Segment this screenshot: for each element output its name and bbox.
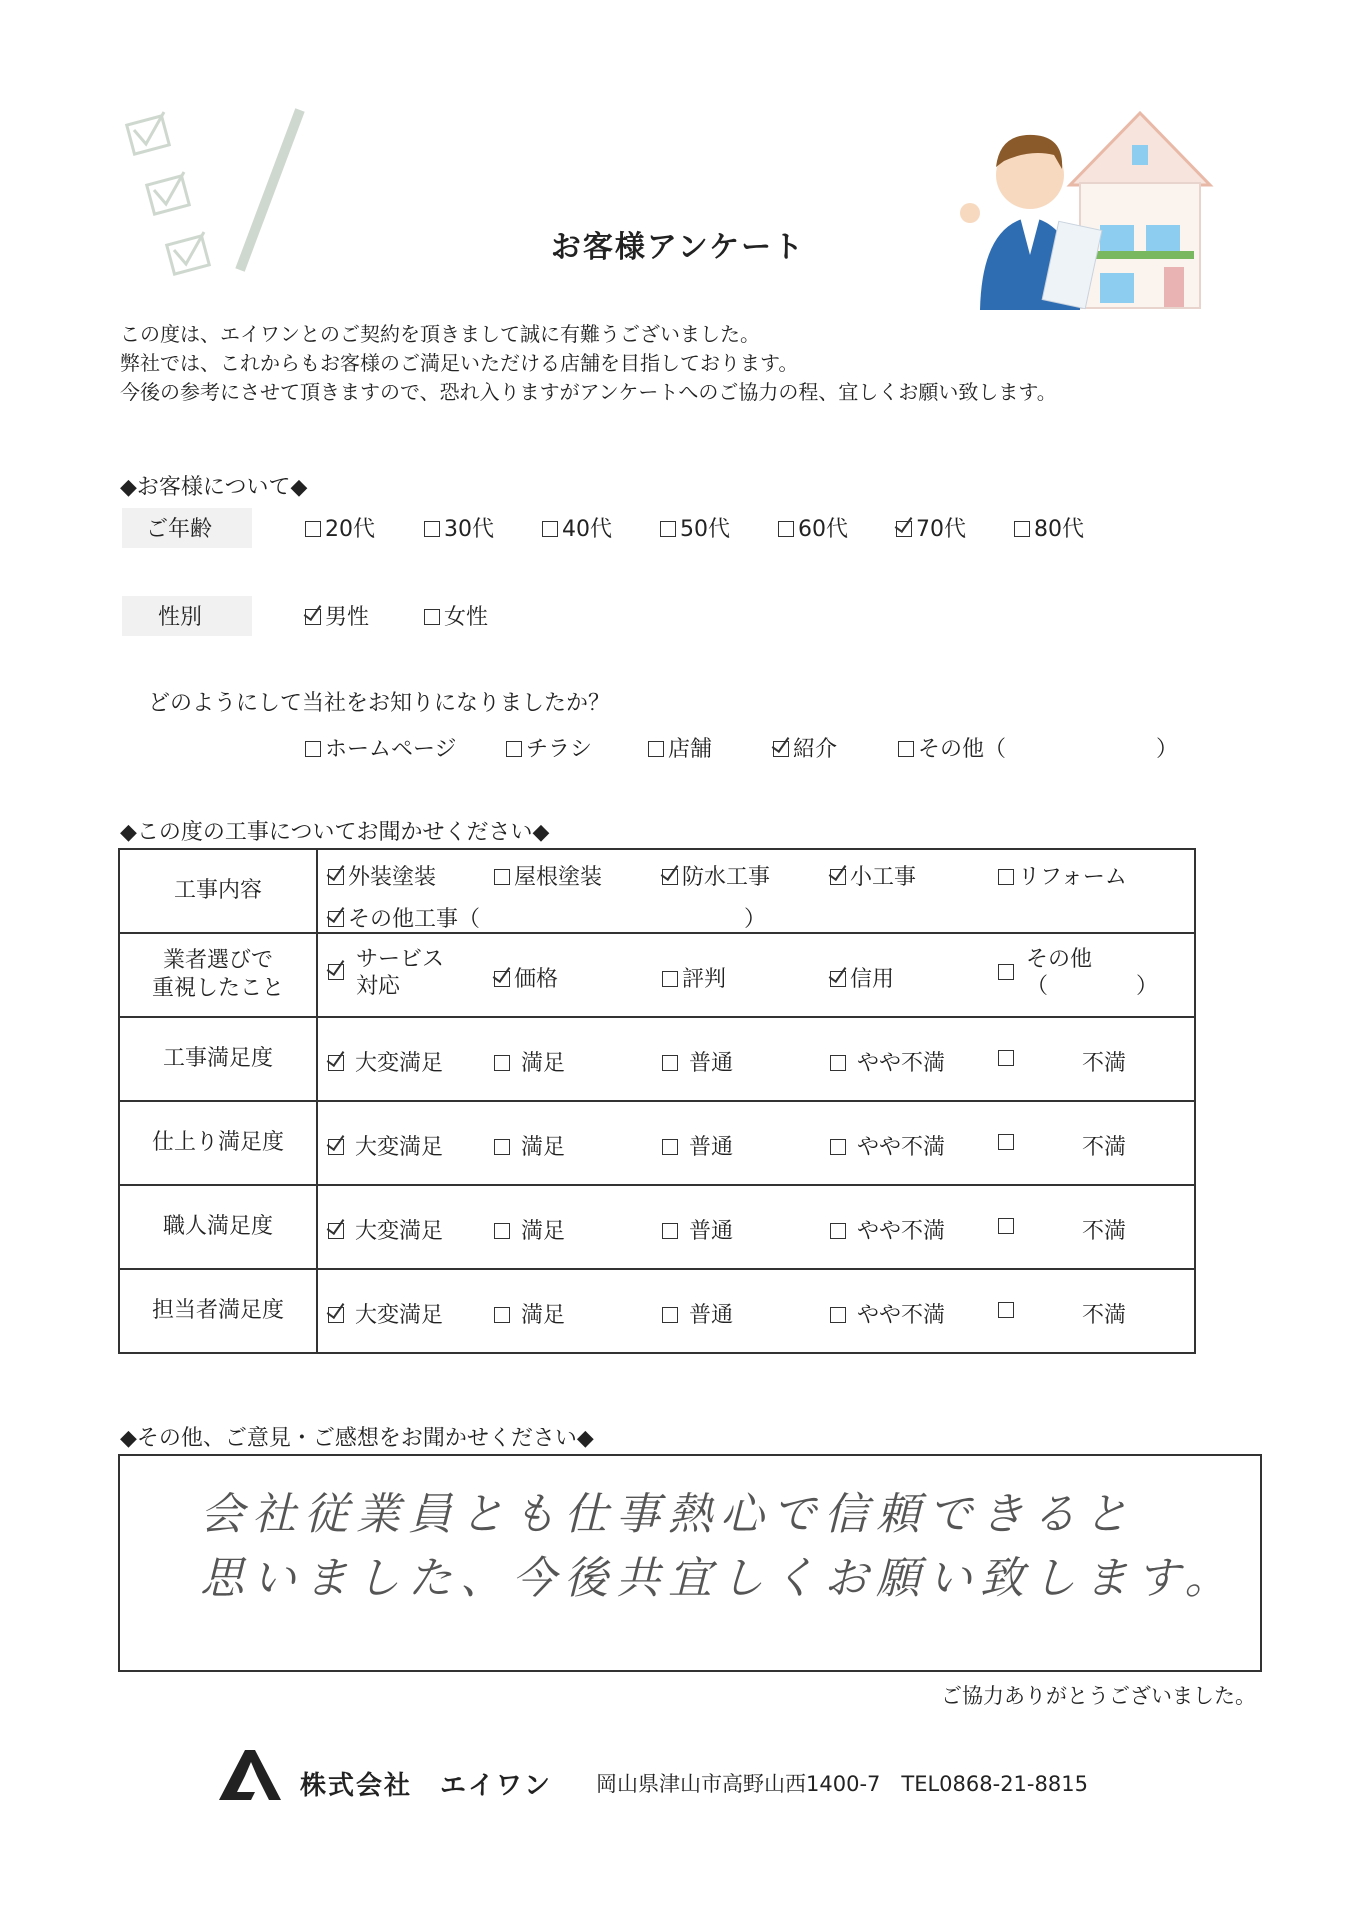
checkbox-checked[interactable]	[773, 741, 789, 757]
rating-option-label: やや不満	[857, 1219, 946, 1244]
work-options	[317, 849, 1195, 933]
reason-option[interactable]	[494, 962, 558, 993]
checkbox[interactable]	[998, 1302, 1014, 1318]
checkbox[interactable]	[830, 1055, 846, 1071]
rating-option[interactable]	[328, 1298, 443, 1329]
age-option[interactable]	[896, 512, 966, 543]
reason-option[interactable]	[662, 962, 726, 993]
checkbox-checked[interactable]	[328, 964, 344, 980]
rating-option[interactable]	[998, 1046, 1018, 1071]
rating-option-label: 満足	[521, 1303, 566, 1328]
work-option[interactable]	[494, 860, 602, 891]
rating-option[interactable]	[998, 1130, 1018, 1155]
work-option-label: その他工事（	[348, 907, 481, 932]
source-option-label: その他（	[918, 737, 1007, 762]
checkbox[interactable]	[662, 1055, 678, 1071]
checkbox[interactable]	[830, 1307, 846, 1323]
intro-line: 弊社では、これからもお客様のご満足いただける店舗を目指しております。	[120, 351, 799, 375]
age-option[interactable]	[778, 512, 848, 543]
checkbox[interactable]	[998, 1050, 1014, 1066]
source-option-label: 紹介	[793, 737, 838, 762]
reason-option[interactable]	[830, 962, 894, 993]
rating-option[interactable]	[328, 1130, 443, 1161]
checkbox[interactable]	[494, 869, 510, 885]
checkbox-checked[interactable]	[830, 869, 846, 885]
source-option[interactable]	[506, 732, 592, 763]
checkbox[interactable]	[662, 971, 678, 987]
reason-option-label: 対応	[356, 974, 401, 999]
checkbox[interactable]	[424, 609, 440, 625]
intro-text	[120, 320, 1057, 407]
source-option-label: チラシ	[526, 737, 593, 762]
rating-option[interactable]	[830, 1214, 945, 1245]
checkbox[interactable]	[494, 1139, 510, 1155]
checkbox-checked[interactable]	[328, 869, 344, 885]
work-label: 工事内容	[119, 849, 317, 933]
table-row	[119, 1101, 1195, 1185]
checkbox-checked[interactable]	[328, 1223, 344, 1239]
source-option[interactable]	[898, 732, 1006, 763]
rating-label: 仕上り満足度	[119, 1101, 317, 1185]
checkbox-checked[interactable]	[328, 1139, 344, 1155]
age-option[interactable]	[1014, 512, 1084, 543]
source-option[interactable]	[648, 732, 712, 763]
checkbox[interactable]	[662, 1139, 678, 1155]
checkbox[interactable]	[898, 741, 914, 757]
work-option-label: 小工事	[850, 865, 917, 890]
age-option-label: 20代	[325, 517, 375, 542]
rating-option-label: 満足	[521, 1051, 566, 1076]
table-row	[119, 1017, 1195, 1101]
intro-line: この度は、エイワンとのご契約を頂きまして誠に有難うございました。	[120, 322, 760, 346]
rating-label: 担当者満足度	[119, 1269, 317, 1353]
rating-option[interactable]	[662, 1298, 733, 1329]
handwritten-comment-line: 思いました、今後共宜しくお願い致します。	[200, 1553, 1237, 1604]
checkbox[interactable]	[542, 521, 558, 537]
salesman-house-illustration	[950, 105, 1220, 315]
rating-option-label: 不満	[1082, 1051, 1127, 1076]
rating-option-label: 不満	[1082, 1303, 1127, 1328]
reason-option-label: 信用	[850, 967, 895, 992]
rating-option-label: 満足	[521, 1219, 566, 1244]
checkbox[interactable]	[305, 521, 321, 537]
rating-label: 職人満足度	[119, 1185, 317, 1269]
table-row	[119, 933, 1195, 1017]
checkbox[interactable]	[424, 521, 440, 537]
source-option[interactable]	[305, 732, 457, 763]
rating-options	[317, 1101, 1195, 1185]
reason-option-label: （ ）	[1026, 974, 1159, 999]
rating-option-label: 普通	[689, 1219, 734, 1244]
rating-label: 工事満足度	[119, 1017, 317, 1101]
checkbox[interactable]	[1014, 521, 1030, 537]
rating-option-label: 不満	[1082, 1135, 1127, 1160]
rating-option-label: やや不満	[857, 1303, 946, 1328]
gender-label: 性別	[158, 605, 203, 630]
work-survey-table	[118, 848, 1196, 1354]
rating-option[interactable]	[494, 1214, 565, 1245]
age-label: ご年齢	[146, 517, 213, 542]
table-row	[119, 1269, 1195, 1353]
work-option[interactable]	[662, 860, 770, 891]
rating-option-label: 不満	[1082, 1219, 1127, 1244]
reason-option-label: 評判	[682, 967, 727, 992]
checkbox-checked[interactable]	[662, 869, 678, 885]
reason-option-label: 価格	[514, 967, 559, 992]
checklist-illustration	[120, 100, 320, 300]
source-question: どのようにして当社をお知りになりましたか？	[148, 691, 611, 716]
page-title: お客様アンケート	[550, 230, 806, 265]
age-option-label: 40代	[562, 517, 612, 542]
rating-option-label: やや不満	[857, 1051, 946, 1076]
checkbox[interactable]	[830, 1223, 846, 1239]
checkbox-checked[interactable]	[328, 911, 344, 927]
rating-option-label: やや不満	[857, 1135, 946, 1160]
age-option-label: 60代	[798, 517, 848, 542]
source-option-label: 店舗	[668, 737, 713, 762]
rating-option-label: 普通	[689, 1135, 734, 1160]
rating-option[interactable]	[662, 1214, 733, 1245]
checkbox-checked[interactable]	[830, 971, 846, 987]
rating-option-label: 大変満足	[355, 1219, 444, 1244]
checkbox-checked[interactable]	[305, 609, 321, 625]
age-option[interactable]	[660, 512, 730, 543]
rating-option[interactable]	[830, 1130, 945, 1161]
comment-box[interactable]	[118, 1454, 1262, 1672]
reason-label-line: 業者選びで	[162, 948, 273, 973]
work-option-label: リフォーム	[1018, 865, 1127, 890]
rating-option-label: 普通	[689, 1303, 734, 1328]
rating-option[interactable]	[662, 1130, 733, 1161]
rating-option-label: 大変満足	[355, 1303, 444, 1328]
gender-option[interactable]	[305, 600, 369, 631]
checkbox-checked[interactable]	[494, 971, 510, 987]
work-option-label: 外装塗装	[348, 865, 437, 890]
checkbox[interactable]	[494, 1307, 510, 1323]
source-option[interactable]	[773, 732, 837, 763]
rating-option[interactable]	[998, 1214, 1018, 1239]
age-option[interactable]	[305, 512, 375, 543]
reason-option-label: その他	[1026, 947, 1093, 972]
reason-option[interactable]	[998, 946, 1158, 1000]
rating-options	[317, 1185, 1195, 1269]
checkbox[interactable]	[998, 869, 1014, 885]
work-option[interactable]	[998, 860, 1127, 891]
checkbox[interactable]	[506, 741, 522, 757]
work-option-label: 防水工事	[682, 865, 771, 890]
rating-option-label: 普通	[689, 1051, 734, 1076]
age-option-label: 30代	[444, 517, 494, 542]
rating-option[interactable]	[662, 1046, 733, 1077]
checkbox-checked[interactable]	[896, 521, 912, 537]
rating-option[interactable]	[830, 1046, 945, 1077]
gender-option-label: 男性	[325, 605, 370, 630]
checkbox[interactable]	[662, 1223, 678, 1239]
work-option[interactable]	[830, 860, 916, 891]
rating-option[interactable]	[830, 1298, 945, 1329]
checkbox[interactable]	[648, 741, 664, 757]
reason-label-line: 重視したこと	[151, 976, 284, 1001]
rating-option-label: 大変満足	[355, 1135, 444, 1160]
company-address: 岡山県津山市高野山西1400-7 TEL0868-21-8815	[596, 1772, 1088, 1796]
company-logo-icon	[215, 1746, 285, 1802]
source-close-paren: ）	[1156, 737, 1179, 762]
rating-options	[317, 1269, 1195, 1353]
rating-options	[317, 1017, 1195, 1101]
gender-option-label: 女性	[444, 605, 489, 630]
table-row	[119, 1185, 1195, 1269]
work-other-option[interactable]	[328, 902, 480, 933]
section-comment-heading: ◆その他、ご意見・ご感想をお聞かせください◆	[120, 1426, 594, 1451]
age-option-label: 50代	[680, 517, 730, 542]
rating-option[interactable]	[494, 1046, 565, 1077]
checkbox[interactable]	[778, 521, 794, 537]
checkbox[interactable]	[998, 964, 1014, 980]
checkbox[interactable]	[998, 1134, 1014, 1150]
checkbox[interactable]	[305, 741, 321, 757]
reason-option-label: サービス	[356, 947, 445, 972]
age-option[interactable]	[424, 512, 494, 543]
intro-line: 今後の参考にさせて頂きますので、恐れ入りますがアンケートへのご協力の程、宜しくお願い致します。	[120, 380, 1057, 404]
table-row	[119, 849, 1195, 933]
rating-option[interactable]	[328, 1214, 443, 1245]
checkbox-checked[interactable]	[328, 1055, 344, 1071]
checkbox[interactable]	[998, 1218, 1014, 1234]
work-option-label: 屋根塗装	[514, 865, 603, 890]
section-work-heading: ◆この度の工事についてお聞かせください◆	[120, 820, 550, 845]
work-other-close: ）	[744, 907, 767, 932]
checkbox[interactable]	[662, 1307, 678, 1323]
age-option[interactable]	[542, 512, 612, 543]
handwritten-comment-line: 会社従業員とも仕事熱心で信頼できると	[200, 1489, 1136, 1540]
rating-option[interactable]	[494, 1130, 565, 1161]
age-option-label: 70代	[916, 517, 966, 542]
reason-options	[317, 933, 1195, 1017]
checkbox-checked[interactable]	[328, 1307, 344, 1323]
rating-option[interactable]	[328, 1046, 443, 1077]
gender-option[interactable]	[424, 600, 488, 631]
rating-option-label: 大変満足	[355, 1051, 444, 1076]
reason-label	[119, 933, 317, 1017]
company-name: 株式会社 エイワン	[300, 1771, 553, 1801]
age-option-label: 80代	[1034, 517, 1084, 542]
checkbox[interactable]	[660, 521, 676, 537]
section-customer-heading: ◆お客様について◆	[120, 475, 308, 500]
thanks-text: ご協力ありがとうございました。	[941, 1684, 1256, 1708]
reason-option[interactable]	[328, 946, 444, 1000]
source-option-label: ホームページ	[325, 737, 457, 762]
work-option[interactable]	[328, 860, 436, 891]
rating-option[interactable]	[494, 1298, 565, 1329]
rating-option-label: 満足	[521, 1135, 566, 1160]
checkbox[interactable]	[830, 1139, 846, 1155]
checkbox[interactable]	[494, 1223, 510, 1239]
rating-option[interactable]	[998, 1298, 1018, 1323]
checkbox[interactable]	[494, 1055, 510, 1071]
